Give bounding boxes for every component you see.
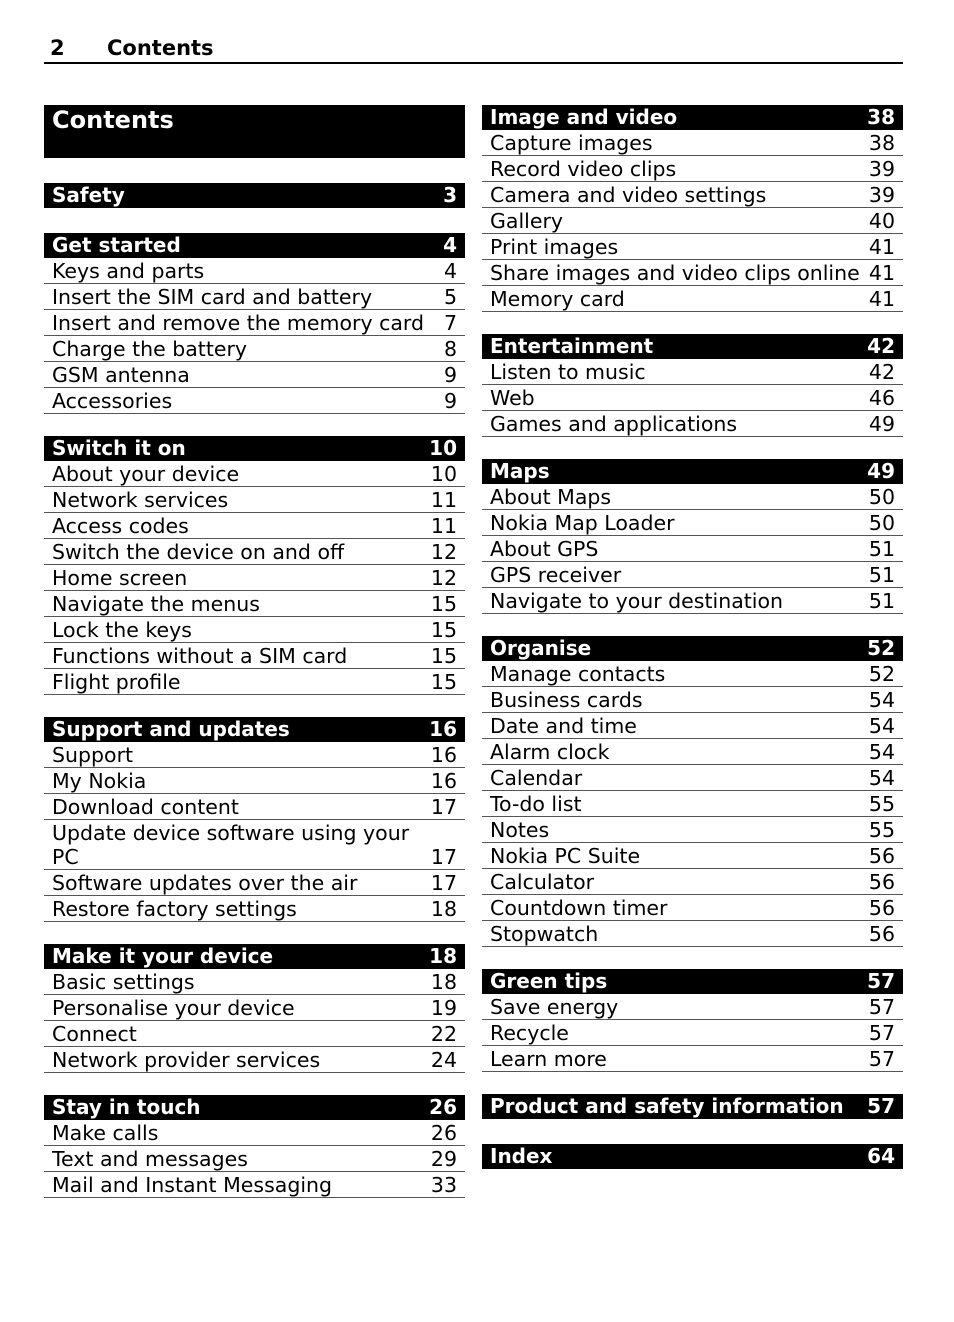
contents-title-box — [44, 105, 465, 158]
entry-title: Save energy — [490, 995, 619, 1019]
entry-page-number: 38 — [868, 131, 895, 155]
toc-entry[interactable] — [44, 995, 465, 1021]
toc-entry[interactable] — [44, 591, 465, 617]
entry-page-number: 55 — [868, 792, 895, 816]
entry-page-number: 33 — [430, 1173, 457, 1197]
entry-page-number: 15 — [430, 618, 457, 642]
section-title: Image and video — [490, 105, 678, 129]
entry-page-number: 7 — [443, 311, 457, 335]
entry-page-number: 4 — [443, 259, 457, 283]
entry-title: Nokia Map Loader — [490, 511, 675, 535]
page-number: 2 — [50, 36, 65, 60]
entry-title: Switch the device on and off — [52, 540, 345, 564]
section-title: Product and safety information — [490, 1094, 844, 1118]
entry-title: Navigate to your destination — [490, 589, 784, 613]
section-heading[interactable] — [482, 969, 903, 994]
entry-title: Calculator — [490, 870, 595, 894]
toc-entry[interactable] — [482, 817, 903, 843]
entry-page-number: 9 — [443, 363, 457, 387]
toc-entry[interactable] — [44, 539, 465, 565]
toc-entry[interactable] — [44, 768, 465, 794]
entry-title: Manage contacts — [490, 662, 666, 686]
toc-section-make-it-your-device — [44, 944, 465, 1073]
section-heading[interactable] — [482, 105, 903, 130]
section-page-number: 42 — [867, 334, 895, 358]
entry-page-number: 51 — [868, 589, 895, 613]
section-page-number: 49 — [867, 459, 895, 483]
section-page-number: 57 — [867, 969, 895, 993]
toc-section-entertainment — [482, 334, 903, 437]
toc-entry[interactable] — [482, 510, 903, 536]
toc-entry[interactable] — [482, 869, 903, 895]
toc-entry[interactable] — [44, 336, 465, 362]
entry-title: Access codes — [52, 514, 189, 538]
entry-title: Record video clips — [490, 157, 677, 181]
entry-title: Memory card — [490, 287, 625, 311]
entry-page-number: 51 — [868, 563, 895, 587]
toc-section-green-tips — [482, 969, 903, 1072]
section-page-number: 64 — [867, 1144, 895, 1168]
entry-page-number: 10 — [430, 462, 457, 486]
entry-page-number: 55 — [868, 818, 895, 842]
section-page-number: 4 — [443, 233, 457, 257]
section-heading[interactable] — [44, 183, 465, 208]
entry-page-number: 56 — [868, 896, 895, 920]
toc-section-product-and-safety-information — [482, 1094, 903, 1119]
entry-page-number: 56 — [868, 870, 895, 894]
page-header — [44, 34, 903, 64]
toc-section-support-and-updates — [44, 717, 465, 922]
entry-page-number: 42 — [868, 360, 895, 384]
entry-title: About your device — [52, 462, 240, 486]
section-title: Stay in touch — [52, 1095, 201, 1119]
entry-page-number: 12 — [430, 566, 457, 590]
right-column — [482, 105, 903, 1194]
entry-title: Learn more — [490, 1047, 607, 1071]
section-title: Make it your device — [52, 944, 274, 968]
entry-page-number: 57 — [868, 1047, 895, 1071]
section-title: Index — [490, 1144, 553, 1168]
toc-entry[interactable] — [482, 713, 903, 739]
section-heading[interactable] — [482, 1144, 903, 1169]
toc-section-index — [482, 1144, 903, 1169]
entry-page-number: 40 — [868, 209, 895, 233]
entry-title: Network provider services — [52, 1048, 321, 1072]
toc-section-switch-it-on — [44, 436, 465, 695]
entry-page-number: 54 — [868, 688, 895, 712]
toc-entry[interactable] — [44, 1047, 465, 1073]
toc-entry[interactable] — [44, 969, 465, 995]
entry-title: Accessories — [52, 389, 173, 413]
toc-entry[interactable] — [44, 310, 465, 336]
entry-page-number: 19 — [430, 996, 457, 1020]
entry-page-number: 17 — [430, 871, 457, 895]
entry-page-number: 11 — [430, 488, 457, 512]
section-page-number: 57 — [867, 1094, 895, 1118]
entry-title: Games and applications — [490, 412, 738, 436]
toc-section-safety — [44, 183, 465, 208]
entry-title: Calendar — [490, 766, 583, 790]
entry-page-number: 11 — [430, 514, 457, 538]
toc-entry[interactable] — [482, 921, 903, 947]
entry-title: Listen to music — [490, 360, 646, 384]
section-heading[interactable] — [482, 459, 903, 484]
entry-page-number: 39 — [868, 183, 895, 207]
entry-page-number: 41 — [868, 287, 895, 311]
section-page-number: 38 — [867, 105, 895, 129]
toc-entry[interactable] — [44, 461, 465, 487]
toc-entry[interactable] — [482, 234, 903, 260]
section-heading[interactable] — [44, 233, 465, 258]
toc-entry[interactable] — [482, 156, 903, 182]
toc-entry[interactable] — [44, 1172, 465, 1198]
entry-title: Gallery — [490, 209, 564, 233]
entry-page-number: 16 — [430, 769, 457, 793]
entry-title: Software updates over the air — [52, 871, 358, 895]
toc-entry[interactable] — [44, 388, 465, 414]
toc-entry[interactable] — [482, 1020, 903, 1046]
entry-page-number: 41 — [868, 261, 895, 285]
entry-page-number: 41 — [868, 235, 895, 259]
entry-page-number: 15 — [430, 592, 457, 616]
toc-entry[interactable] — [482, 687, 903, 713]
toc-entry[interactable] — [44, 794, 465, 820]
toc-entry[interactable] — [44, 362, 465, 388]
toc-entry[interactable] — [44, 284, 465, 310]
entry-title: Web — [490, 386, 535, 410]
section-title: Safety — [52, 183, 125, 207]
section-heading[interactable] — [482, 1094, 903, 1119]
entry-title: Flight profile — [52, 670, 181, 694]
entry-title: Insert and remove the memory card — [52, 311, 425, 335]
entry-page-number: 51 — [868, 537, 895, 561]
toc-entry[interactable] — [44, 513, 465, 539]
toc-entry[interactable] — [44, 1021, 465, 1047]
entry-title: Restore factory settings — [52, 897, 297, 921]
toc-entry[interactable] — [482, 208, 903, 234]
entry-title: Functions without a SIM card — [52, 644, 348, 668]
entry-page-number: 17 — [430, 795, 457, 819]
entry-title: Recycle — [490, 1021, 569, 1045]
toc-entry[interactable] — [482, 286, 903, 312]
toc-entry[interactable] — [44, 617, 465, 643]
toc-entry[interactable] — [44, 643, 465, 669]
entry-page-number: 50 — [868, 511, 895, 535]
entry-title: Keys and parts — [52, 259, 205, 283]
entry-title: To-do list — [490, 792, 582, 816]
section-heading[interactable] — [44, 436, 465, 461]
toc-entry[interactable] — [482, 130, 903, 156]
entry-page-number: 49 — [868, 412, 895, 436]
section-title: Green tips — [490, 969, 608, 993]
entry-title: Stopwatch — [490, 922, 599, 946]
toc-entry[interactable] — [482, 411, 903, 437]
entry-title: Capture images — [490, 131, 653, 155]
toc-entry[interactable] — [44, 258, 465, 284]
section-title: Maps — [490, 459, 550, 483]
entry-title: Text and messages — [52, 1147, 248, 1171]
entry-title: Business cards — [490, 688, 643, 712]
entry-page-number: 17 — [430, 845, 457, 869]
entry-title: Countdown timer — [490, 896, 668, 920]
entry-title: My Nokia — [52, 769, 147, 793]
section-title: Switch it on — [52, 436, 186, 460]
toc-entry[interactable] — [482, 536, 903, 562]
entry-title: Make calls — [52, 1121, 159, 1145]
entry-title: Date and time — [490, 714, 637, 738]
entry-title: Notes — [490, 818, 550, 842]
entry-page-number: 56 — [868, 844, 895, 868]
entry-title: Connect — [52, 1022, 137, 1046]
entry-page-number: 9 — [443, 389, 457, 413]
section-page-number: 18 — [429, 944, 457, 968]
entry-title: Support — [52, 743, 134, 767]
entry-page-number: 18 — [430, 897, 457, 921]
entry-page-number: 15 — [430, 644, 457, 668]
entry-page-number: 54 — [868, 766, 895, 790]
entry-title: Personalise your device — [52, 996, 295, 1020]
section-title: Organise — [490, 636, 592, 660]
toc-entry[interactable] — [482, 588, 903, 614]
entry-title: Home screen — [52, 566, 188, 590]
section-heading[interactable] — [482, 334, 903, 359]
toc-entry[interactable] — [482, 765, 903, 791]
toc-entry[interactable] — [482, 661, 903, 687]
section-heading[interactable] — [44, 944, 465, 969]
toc-entry[interactable] — [44, 1146, 465, 1172]
toc-entry[interactable] — [44, 669, 465, 695]
toc-section-get-started — [44, 233, 465, 414]
toc-entry[interactable] — [44, 820, 465, 870]
entry-title: Share images and video clips online — [490, 261, 860, 285]
entry-title: Alarm clock — [490, 740, 610, 764]
toc-entry[interactable] — [482, 994, 903, 1020]
entry-page-number: 39 — [868, 157, 895, 181]
entry-page-number: 29 — [430, 1147, 457, 1171]
entry-page-number: 26 — [430, 1121, 457, 1145]
entry-title: About Maps — [490, 485, 612, 509]
entry-page-number: 12 — [430, 540, 457, 564]
entry-title: Camera and video settings — [490, 183, 767, 207]
toc-entry[interactable] — [44, 1120, 465, 1146]
entry-title: Update device software using your PC — [52, 821, 410, 869]
entry-page-number: 18 — [430, 970, 457, 994]
toc-section-organise — [482, 636, 903, 947]
entry-title: Mail and Instant Messaging — [52, 1173, 333, 1197]
toc-entry[interactable] — [482, 791, 903, 817]
section-page-number: 16 — [429, 717, 457, 741]
entry-title: Network services — [52, 488, 229, 512]
toc-entry[interactable] — [482, 1046, 903, 1072]
section-page-number: 26 — [429, 1095, 457, 1119]
toc-entry[interactable] — [44, 487, 465, 513]
entry-page-number: 54 — [868, 714, 895, 738]
toc-entry[interactable] — [482, 895, 903, 921]
entry-page-number: 50 — [868, 485, 895, 509]
entry-page-number: 16 — [430, 743, 457, 767]
running-title: Contents — [107, 36, 214, 60]
entry-title: Basic settings — [52, 970, 195, 994]
entry-page-number: 24 — [430, 1048, 457, 1072]
section-title: Support and updates — [52, 717, 290, 741]
toc-entry[interactable] — [482, 739, 903, 765]
entry-title: GPS receiver — [490, 563, 622, 587]
section-page-number: 3 — [443, 183, 457, 207]
entry-title: Nokia PC Suite — [490, 844, 641, 868]
left-column — [44, 183, 465, 1220]
entry-title: Navigate the menus — [52, 592, 260, 616]
entry-page-number: 22 — [430, 1022, 457, 1046]
section-page-number: 10 — [429, 436, 457, 460]
toc-section-image-and-video — [482, 105, 903, 312]
toc-entry[interactable] — [44, 896, 465, 922]
section-heading[interactable] — [44, 1095, 465, 1120]
toc-entry[interactable] — [482, 562, 903, 588]
section-heading[interactable] — [482, 636, 903, 661]
entry-page-number: 15 — [430, 670, 457, 694]
contents-title: Contents — [52, 106, 174, 134]
entry-title: Print images — [490, 235, 619, 259]
toc-entry[interactable] — [482, 182, 903, 208]
section-title: Entertainment — [490, 334, 654, 358]
entry-page-number: 57 — [868, 995, 895, 1019]
entry-title: Download content — [52, 795, 239, 819]
section-page-number: 52 — [867, 636, 895, 660]
toc-entry[interactable] — [482, 260, 903, 286]
toc-section-maps — [482, 459, 903, 614]
toc-entry[interactable] — [482, 359, 903, 385]
entry-title: Insert the SIM card and battery — [52, 285, 373, 309]
entry-page-number: 5 — [443, 285, 457, 309]
toc-entry[interactable] — [482, 385, 903, 411]
entry-page-number: 52 — [868, 662, 895, 686]
entry-page-number: 46 — [868, 386, 895, 410]
entry-page-number: 56 — [868, 922, 895, 946]
section-heading[interactable] — [44, 717, 465, 742]
entry-page-number: 8 — [443, 337, 457, 361]
toc-entry[interactable] — [44, 742, 465, 768]
entry-page-number: 54 — [868, 740, 895, 764]
toc-entry[interactable] — [482, 843, 903, 869]
entry-title: Charge the battery — [52, 337, 248, 361]
entry-title: GSM antenna — [52, 363, 190, 387]
toc-entry[interactable] — [482, 484, 903, 510]
toc-entry[interactable] — [44, 565, 465, 591]
entry-page-number: 57 — [868, 1021, 895, 1045]
toc-section-stay-in-touch — [44, 1095, 465, 1198]
entry-title: Lock the keys — [52, 618, 192, 642]
toc-entry[interactable] — [44, 870, 465, 896]
section-title: Get started — [52, 233, 181, 257]
entry-title: About GPS — [490, 537, 599, 561]
